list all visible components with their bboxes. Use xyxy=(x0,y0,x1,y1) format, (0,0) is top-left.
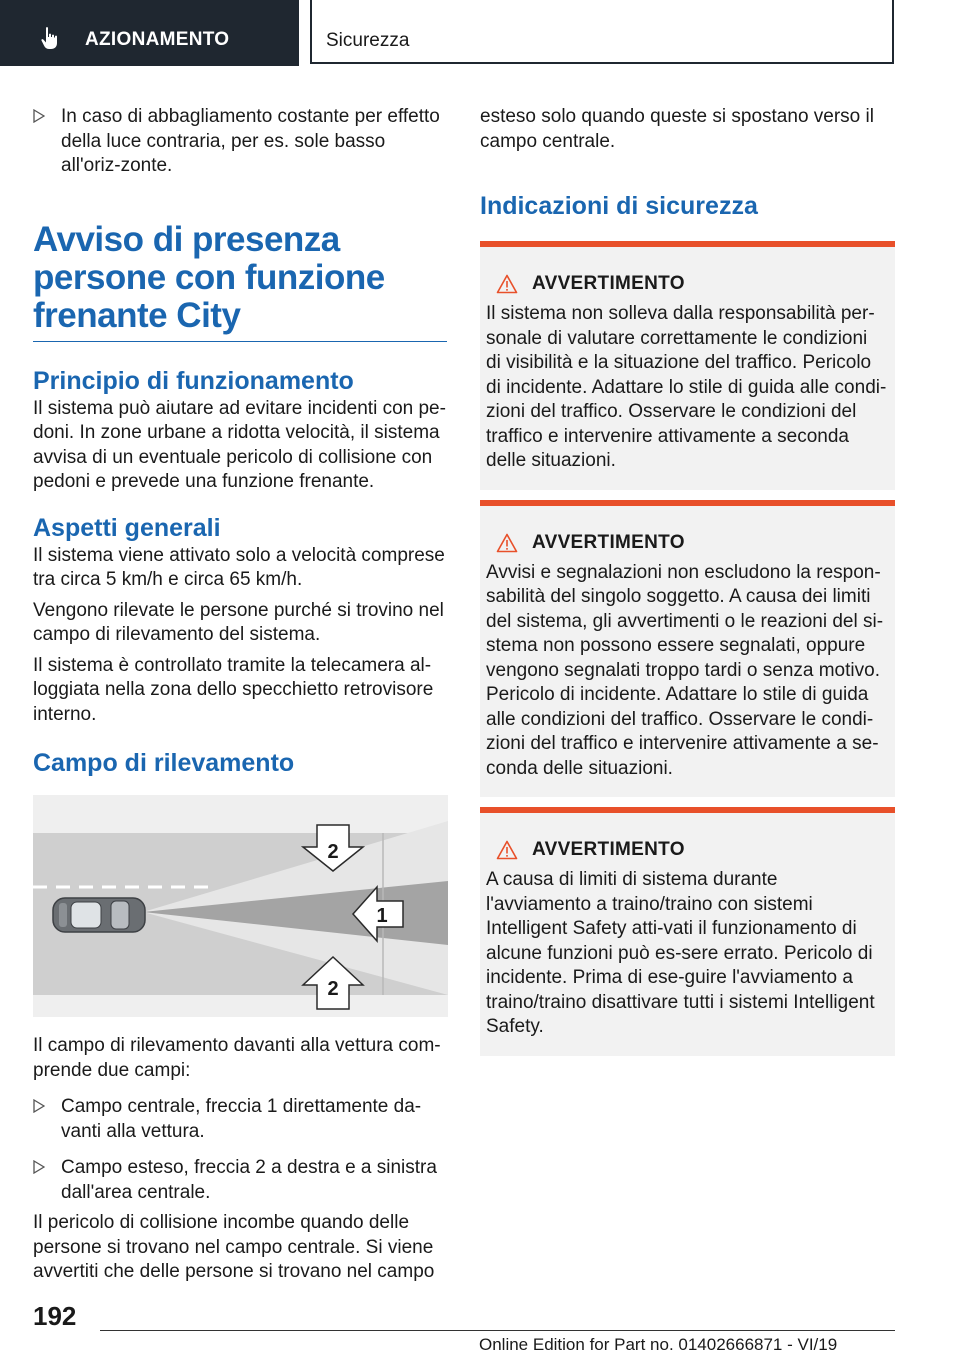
detection-range-figure xyxy=(33,795,448,1017)
left-column xyxy=(33,105,447,1285)
hand-pointer-icon xyxy=(40,26,62,50)
warning-triangle-icon xyxy=(496,840,518,860)
page-number: 192 xyxy=(33,1301,77,1331)
footer-divider xyxy=(100,1330,895,1331)
triangle-bullet-icon xyxy=(33,1160,45,1174)
triangle-bullet-icon xyxy=(33,1099,45,1113)
list-item: Campo esteso, freccia 2 a destra e a sinistra dall'area centrale. xyxy=(33,1156,447,1205)
right-column xyxy=(480,105,895,1056)
heading-campo: Campo di rilevamento xyxy=(33,749,295,777)
heading-principio: Principio di funzionamento xyxy=(33,366,354,395)
paragraph-pericolo: Il pericolo di collisione incombe quando delle persone si trovano nel campo centrale. Si viene avvertiti che delle persone si trovano nel campo xyxy=(33,1212,435,1282)
svg-text:2: 2 xyxy=(327,978,339,1000)
heading-sicurezza: Indicazioni di sicurezza xyxy=(480,192,758,220)
warning-text: Avvisi e segnalazioni non escludono la respon-sabilità del singolo soggetto. A causa dei limiti del sistema, gli avvertimenti o le reazioni del si-stema non possono essere segnalati, oppure vengono segnalati troppo tardi o senza motivo. Pericolo di incidente. Adattare lo stile di guida alle condizioni del traffico. Osservare le condi-zioni del traffico e intervenire attivamente a se-conda delle situazioni. xyxy=(486,561,884,779)
warning-title: AVVERTIMENTO xyxy=(532,839,685,860)
warning-title: AVVERTIMENTO xyxy=(532,531,685,553)
paragraph-continued: esteso solo quando queste si spostano verso il campo centrale. xyxy=(480,106,874,152)
paragraph-campo: Il campo di rilevamento davanti alla vettura com-prende due campi: xyxy=(33,1035,441,1081)
warning-box-3 xyxy=(480,807,895,1056)
paragraph-principio: Il sistema può aiutare ad evitare incidenti con pe-doni. In zone urbane a ridotta velocità, il sistema avvisa di un eventuale pericolo di collisione con pedoni e prevede una funzione frenante. xyxy=(33,397,446,492)
triangle-bullet-icon xyxy=(33,109,45,123)
header-chapter-box xyxy=(310,0,894,64)
warning-box-1 xyxy=(480,241,895,490)
car-icon xyxy=(53,898,145,932)
section-title: AZIONAMENTO xyxy=(85,29,230,50)
paragraph-aspetti-1: Il sistema viene attivato solo a velocità comprese tra circa 5 km/h e circa 65 km/h. xyxy=(33,544,445,590)
svg-text:1: 1 xyxy=(376,905,388,927)
detection-range-illustration xyxy=(33,795,448,1017)
warning-text: Il sistema non solleva dalla responsabilità per-sonale di valutare correttamente le condizioni di visibilità e la situazione del traffico. Pericolo di incidente. Adattare lo stile di guida alle condi-zioni del traffico. Osservare le condizioni del traffico e intervenire attivamente a seconda delle situazioni. xyxy=(486,303,887,471)
page-title: Avviso di presenza persone con funzione frenante City xyxy=(33,219,385,335)
list-item: Campo centrale, freccia 1 direttamente da-vanti alla vettura. xyxy=(33,1095,447,1144)
list-item: In caso di abbagliamento costante per effetto della luce contraria, per es. sole basso all'oriz-zonte. xyxy=(33,105,447,179)
heading-aspetti: Aspetti generali xyxy=(33,513,221,542)
footer-edition: Online Edition for Part no. 01402666871 - VI/19 xyxy=(479,1335,838,1354)
warning-triangle-icon xyxy=(496,274,518,294)
svg-text:2: 2 xyxy=(327,841,339,863)
chapter-title: Sicurezza xyxy=(326,30,410,51)
warning-text: A causa di limiti di sistema durante l'avviamento a traino/traino con sistemi Intelligent Safety atti-vati il funzionamento di alcune funzioni può es-sere errato. Pericolo di incidente. Prima di ese-guire l'avviamento a traino/traino disattivare tutti i sistemi Intelligent Safety. xyxy=(486,869,875,1037)
paragraph-aspetti-2: Vengono rilevate le persone purché si trovino nel campo di rilevamento del sistema. xyxy=(33,599,444,645)
warning-title: AVVERTIMENTO xyxy=(532,273,685,294)
warning-triangle-icon xyxy=(496,533,518,553)
warning-box-2 xyxy=(480,500,895,798)
header-section-tab xyxy=(0,0,299,66)
paragraph-aspetti-3: Il sistema è controllato tramite la telecamera al-loggiata nella zona dello specchietto retrovisore interno. xyxy=(33,654,434,725)
